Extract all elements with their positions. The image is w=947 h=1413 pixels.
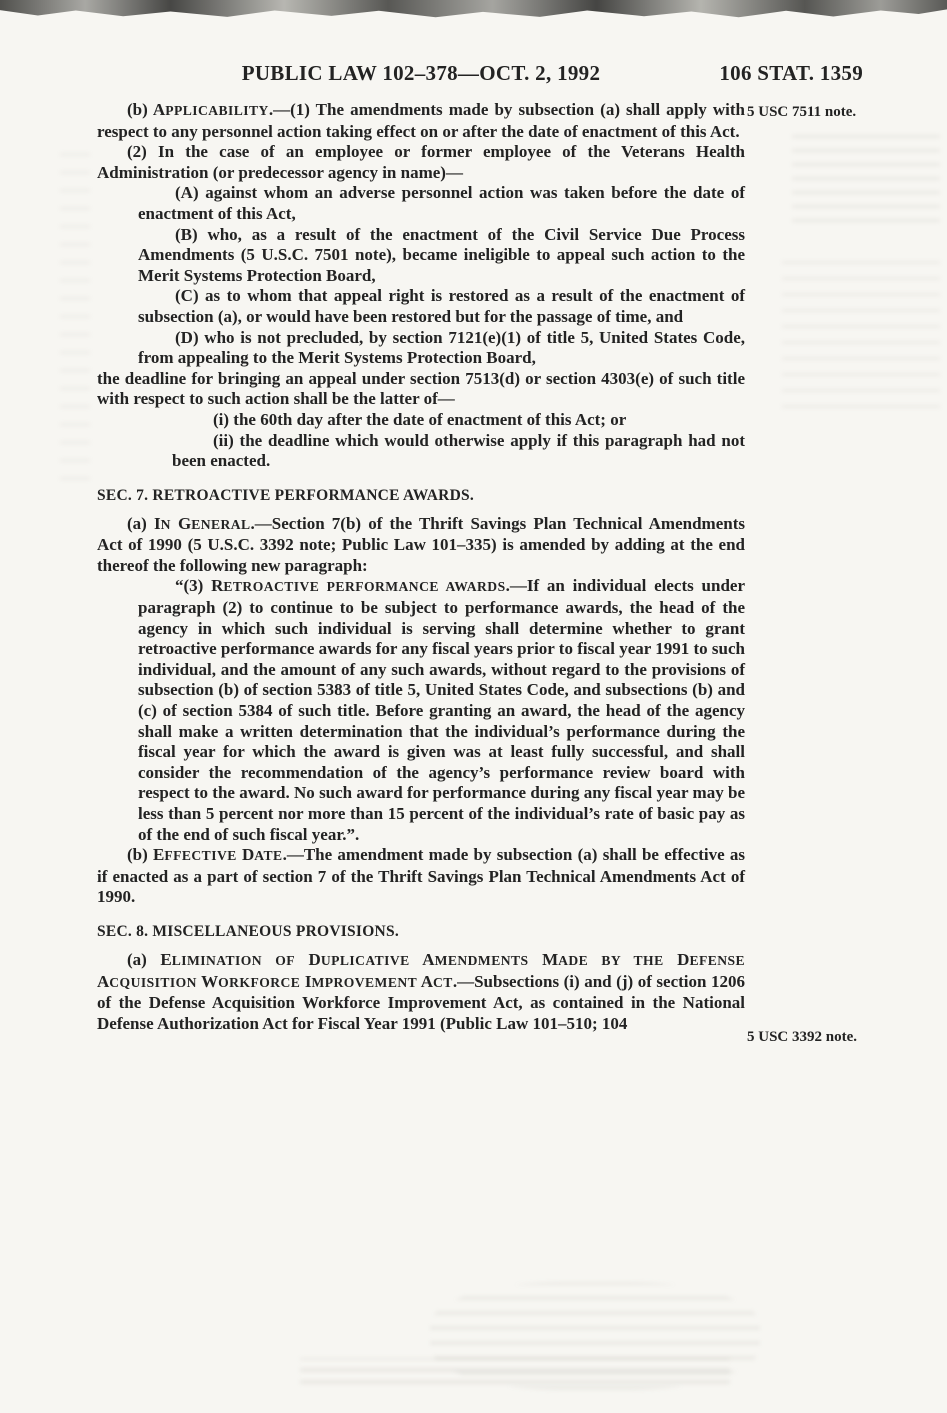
text-run: D [236, 845, 255, 865]
text-run: D [295, 949, 321, 969]
section-heading [97, 486, 745, 505]
small-caps-run: ADE BY THE [558, 952, 664, 968]
text-run: (D) who is not precluded, by section 7121(e)(1) of title 5, United States Code, from appealing to the Merit Systems Protection Board, [138, 327, 745, 368]
small-caps-run: N [160, 516, 171, 532]
page-bleedthrough-ghost [782, 258, 940, 408]
small-caps-run: MENDMENTS [434, 952, 529, 968]
margin-note-usc-3392: 5 USC 3392 note. [747, 1029, 858, 1045]
text-run: .—(1) The amendments made by subsection (a) shall apply with respect to any personnel action taking effect on or after the date of enactment of this Act. [97, 100, 745, 141]
text-run: the deadline for bringing an appeal under section 7513(d) or section 4303(e) of such title with respect to such action shall be the latter of— [97, 368, 745, 409]
text-run: .—The amendment made by subsection (a) shall be effective as if enacted as a part of section 7 of the Thrift Savings Plan Technical Amendments Act of 1990. [97, 845, 745, 907]
paragraph [97, 950, 745, 1034]
text-run: (b) E [127, 845, 165, 865]
paragraph [97, 142, 745, 183]
paragraph [97, 100, 745, 142]
text-run: (ii) the deadline which would otherwise apply if this paragraph had not been enacted. [172, 430, 745, 471]
scan-artifact-top-band [0, 0, 947, 18]
small-caps-run: EFENSE [689, 952, 746, 968]
paragraph [138, 576, 745, 845]
small-caps-run: CQUISITION [109, 974, 197, 990]
text-run: “(3) R [175, 576, 224, 596]
small-caps-run: ENERAL [191, 516, 251, 532]
text-run: G [170, 513, 192, 533]
text-run: A [97, 971, 110, 991]
text-run: (A) against whom an adverse personnel action was taken before the date of enactment of this Act, [138, 183, 745, 223]
paragraph [97, 845, 745, 908]
paragraph [138, 183, 745, 224]
paragraph [138, 286, 745, 327]
small-caps-run: ETROACTIVE PERFORMANCE AWARDS [223, 579, 506, 595]
text-run: W [196, 971, 219, 991]
text-run: (a) E [127, 949, 172, 969]
small-caps-run: FFECTIVE [164, 848, 237, 864]
header-stat-number: 106 STAT. 1359 [719, 61, 863, 85]
paragraph [97, 369, 745, 410]
section-heading [97, 922, 745, 941]
text-run: SEC. 8. MISCELLANEOUS PROVISIONS. [97, 922, 399, 940]
text-run: (b) A [127, 100, 166, 119]
text-run: I [300, 971, 312, 991]
text-run: D [663, 949, 690, 969]
text-run: .—If an individual elects under paragraph (2) to continue to be subject to performance awards, the head of the agency in which such individual is serving shall determine whether to grant retroactive performance awards for any fiscal years prior to fiscal year 1991 to such individual, and the amount of any such awards, without regard to the provisions of subsection (b) of section 5383 of title 5, United States Code, and subsections (b) and (c) of section 5384 of such title. Before granting an award, the head of the agency shall make a written determination that the individual’s performance during the fiscal year for which the award is given was at least fully successful, and shall consider the recommendation of the agency’s performance review board with respect to the award. No such award for performance during any fiscal year may be less than 5 percent nor more than 15 percent of the individual’s rate of basic pay as of the end of such fiscal year.”. [138, 576, 745, 844]
margin-note-usc-7511: 5 USC 7511 note. [747, 104, 857, 120]
text-run: SEC. 7. RETROACTIVE PERFORMANCE AWARDS. [97, 486, 475, 504]
text-run: .—Subsections (i) and (j) of section 1206 of the Defense Acquisition Workforce Improvement Act, as contained in the National Defense Authorization Act for Fiscal Year 1991 (Public Law 101–510; 104 [97, 971, 745, 1033]
small-caps-run: PPLICABILITY [165, 103, 269, 118]
text-run: (2) In the case of an employee or former employee of the Veterans Health Administration (or predecessor agency in name)— [97, 142, 745, 182]
small-caps-run: ORKFORCE [218, 974, 301, 990]
paragraph [138, 225, 745, 287]
text-run: .—Section 7(b) of the Thrift Savings Plan Technical Amendments Act of 1990 (5 U.S.C. 3392 note; Public Law 101–335) is amended by adding at the end thereof the following new paragraph: [97, 513, 745, 575]
small-caps-run: MPROVEMENT [311, 974, 418, 990]
text-run: (i) the 60th day after the date of enactment of this Act; or [213, 409, 627, 429]
paragraph [172, 431, 745, 472]
text-run: M [528, 949, 559, 969]
small-caps-run: CT [433, 974, 453, 990]
page-bleedthrough-ghost [430, 1282, 760, 1390]
paragraph [172, 410, 745, 431]
text-run: (B) who, as a result of the enactment of the Civil Service Due Process Amendments (5 U.S.C. 7501 note), became ineligible to appeal such action to the Merit Systems Protection Board, [138, 224, 745, 285]
page-bleedthrough-ghost [60, 150, 90, 480]
statute-body [97, 100, 745, 1034]
small-caps-run: UPLICATIVE [320, 952, 410, 968]
header-law-title: PUBLIC LAW 102–378—OCT. 2, 1992 [241, 61, 601, 85]
text-run: A [417, 971, 434, 991]
page-bleedthrough-ghost [300, 1358, 730, 1384]
paragraph [138, 328, 745, 369]
text-run: (C) as to whom that appeal right is restored as a result of the enactment of subsection (a), or would have been restored but for the passage of time, and [138, 286, 745, 326]
text-run: A [409, 949, 435, 969]
small-caps-run: LIMINATION OF [171, 952, 295, 968]
paragraph [97, 514, 745, 577]
page-bleedthrough-ghost [792, 126, 940, 222]
text-run: (a) I [127, 513, 161, 533]
small-caps-run: ATE [254, 848, 283, 864]
